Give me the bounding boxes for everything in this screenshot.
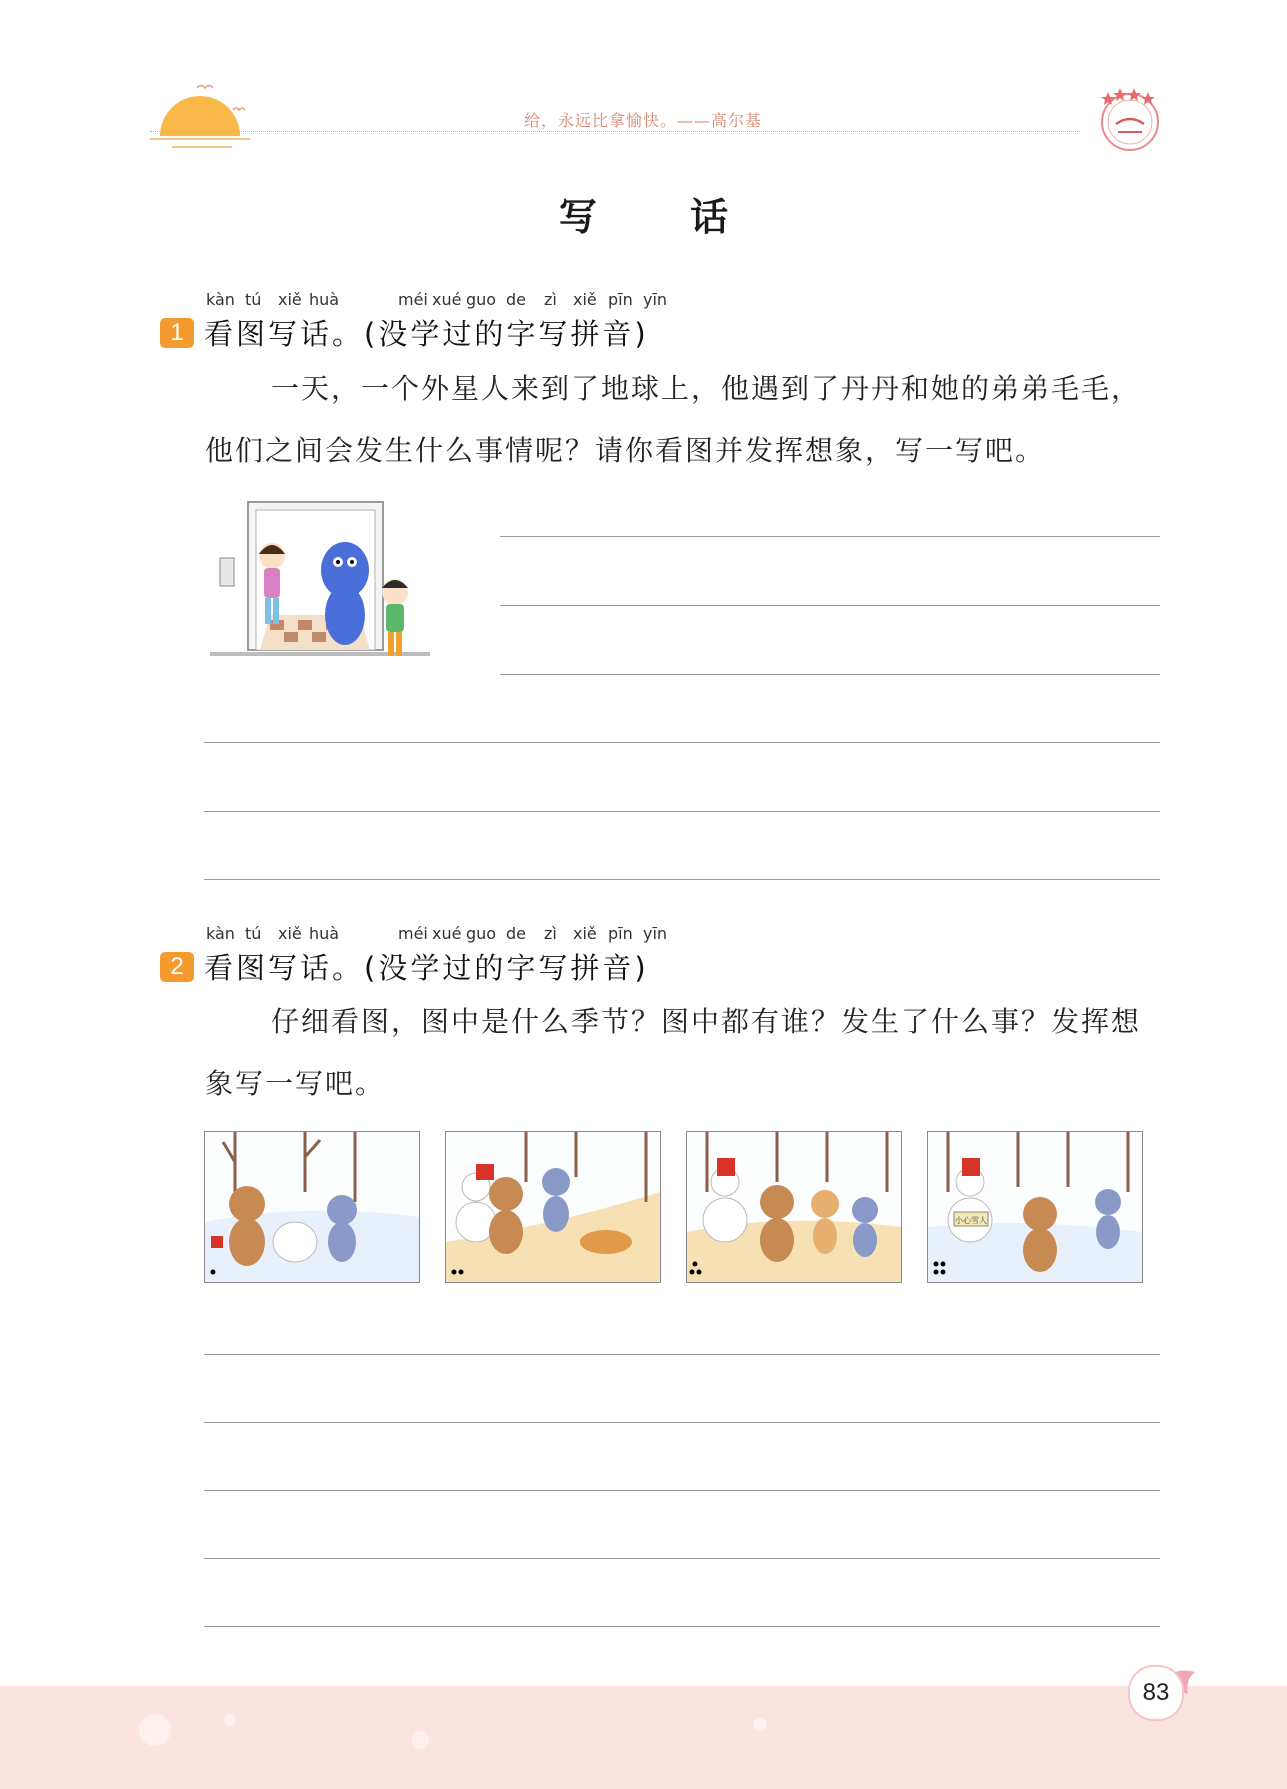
writing-line[interactable]	[204, 742, 1160, 743]
pinyin-syllable: yīn	[643, 924, 668, 943]
pinyin-syllable: yīn	[643, 290, 668, 309]
pinyin-syllable: tú	[245, 290, 262, 309]
task-1-pinyin	[160, 290, 1160, 312]
writing-line[interactable]	[204, 1422, 1160, 1423]
pinyin-syllable: guo	[466, 924, 497, 943]
page-title: 写 话	[558, 195, 769, 239]
page-number: 83	[1128, 1665, 1184, 1721]
pinyin-syllable: xiě	[278, 924, 302, 943]
task-1-heading	[160, 290, 1160, 353]
pinyin-syllable: tú	[245, 924, 262, 943]
seal-logo-icon	[1094, 82, 1166, 154]
pinyin-syllable: xiě	[573, 290, 597, 309]
comic-panel-2	[445, 1131, 661, 1283]
writing-line[interactable]	[204, 1626, 1160, 1627]
writing-line[interactable]	[204, 1558, 1160, 1559]
pinyin-syllable: kàn	[206, 290, 235, 309]
task-2-prompt: 仔细看图，图中是什么季节？图中都有谁？发生了什么事？发挥想象写一写吧。	[205, 1005, 1142, 1100]
pinyin-syllable: de	[506, 290, 526, 309]
pinyin-syllable: pīn	[608, 924, 633, 943]
comic-panel-1	[204, 1131, 420, 1283]
writing-line[interactable]	[204, 1354, 1160, 1355]
pinyin-syllable: xiě	[573, 924, 597, 943]
writing-line[interactable]	[500, 605, 1160, 606]
task-title: 看图写话。(没学过的字写拼音)	[204, 317, 649, 351]
comic-panel-4	[927, 1131, 1143, 1283]
pinyin-syllable: méi	[398, 924, 428, 943]
pinyin-syllable: zì	[544, 290, 557, 309]
snowman-sign: 小心雪人	[955, 1216, 987, 1225]
task-number-badge: 2	[160, 952, 194, 982]
pinyin-syllable: de	[506, 924, 526, 943]
sunset-line	[150, 138, 250, 140]
task-2-heading	[160, 924, 1160, 987]
task-1-prompt: 一天，一个外星人来到了地球上，他遇到了丹丹和她的弟弟毛毛，他们之间会发生什么事情呢？请你看图并发挥想象，写一写吧。	[205, 372, 1142, 467]
pinyin-syllable: xué	[432, 924, 462, 943]
writing-line[interactable]	[204, 879, 1160, 880]
writing-line[interactable]	[204, 811, 1160, 812]
comic-panel-3	[686, 1131, 902, 1283]
pinyin-syllable: méi	[398, 290, 428, 309]
pinyin-syllable: kàn	[206, 924, 235, 943]
footer-bubbles-decoration	[120, 1700, 1120, 1780]
bird-icon	[195, 80, 255, 120]
pinyin-syllable: xiě	[278, 290, 302, 309]
header-divider	[150, 131, 1080, 132]
task-number-badge: 1	[160, 318, 194, 348]
pinyin-syllable: guo	[466, 290, 497, 309]
task-title: 看图写话。(没学过的字写拼音)	[204, 951, 649, 985]
writing-line[interactable]	[500, 674, 1160, 675]
pinyin-syllable: pīn	[608, 290, 633, 309]
task-2-pinyin	[160, 924, 1160, 946]
writing-line[interactable]	[500, 536, 1160, 537]
pinyin-syllable: xué	[432, 290, 462, 309]
pinyin-syllable: huà	[309, 290, 340, 309]
writing-line[interactable]	[204, 1490, 1160, 1491]
pinyin-syllable: zì	[544, 924, 557, 943]
pinyin-syllable: huà	[309, 924, 340, 943]
header-quote: 给，永远比拿愉快。——高尔基	[524, 111, 763, 130]
alien-at-door-illustration	[210, 500, 430, 680]
sunset-line	[172, 146, 232, 148]
